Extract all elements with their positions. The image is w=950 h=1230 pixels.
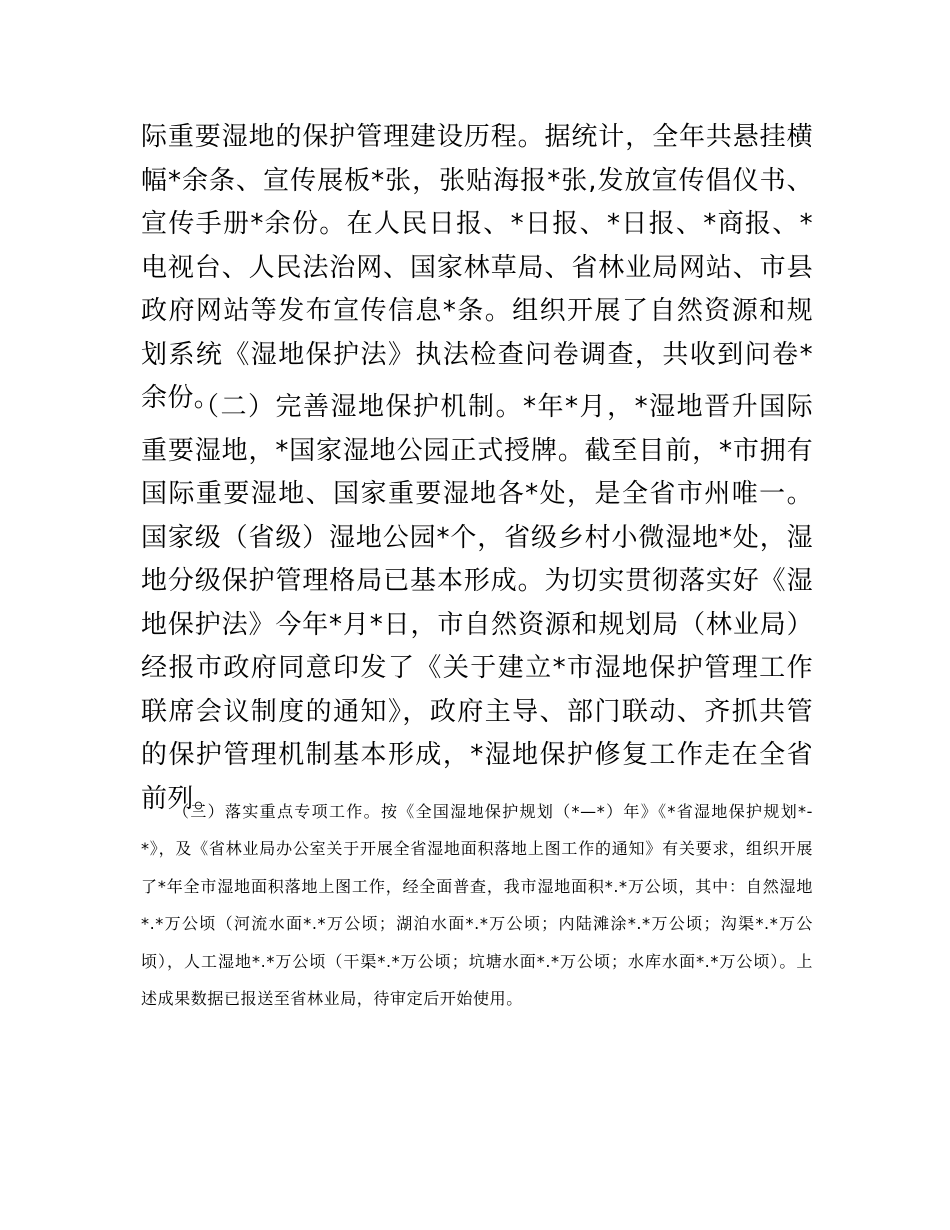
paragraph-special-work: （三）落实重点专项工作。按《全国湿地保护规划（*—*）年》《*省湿地保护规划*-*》，及《省林业局办公室关于开展全省湿地面积落地上图工作的通知》有关要求，组织开展了*年全市湿地面积落地上图工作，经全面普查，我市湿地面积*.*万公顷，其中：自然湿地*.*万公顷（河流水面*.*万公顷；湖泊水面*.*万公顷；内陆滩涂*.*万公顷；沟渠*.*万公顷），人工湿地*.*万公顷（干渠*.*万公顷；坑塘水面*.*万公顷；水库水面*.*万公顷）。上述成果数据已报送至省林业局，待审定后开始使用。 [141, 802, 813, 1009]
paragraph-protection-mechanism: （二）完善湿地保护机制。*年*月，*湿地晋升国际重要湿地，*国家湿地公园正式授牌。截至目前，*市拥有国际重要湿地、国家重要湿地各*处，是全省市州唯一。国家级（省级）湿地公园*个，省级乡村小微湿地*处，湿地分级保护管理格局已基本形成。为切实贯彻落实好《湿地保护法》今年*月*日，市自然资源和规划局（林业局）经报市政府同意印发了《关于建立*市湿地保护管理工作联席会议制度的通知》，政府主导、部门联动、齐抓共管的保护管理机制基本形成，*湿地保护修复工作走在全省前列。 [141, 392, 813, 814]
paragraph-publicity-stats: 际重要湿地的保护管理建设历程。据统计，全年共悬挂横幅*余条、宣传展板*张，张贴海报*张,发放宣传倡仪书、宣传手册*余份。在人民日报、*日报、*日报、*商报、*电视台、人民法治网、国家林草局、省林业局网站、市县政府网站等发布宣传信息*条。组织开展了自然资源和规划系统《湿地保护法》执法检查问卷调查，共收到问卷*余份。 [141, 122, 813, 413]
